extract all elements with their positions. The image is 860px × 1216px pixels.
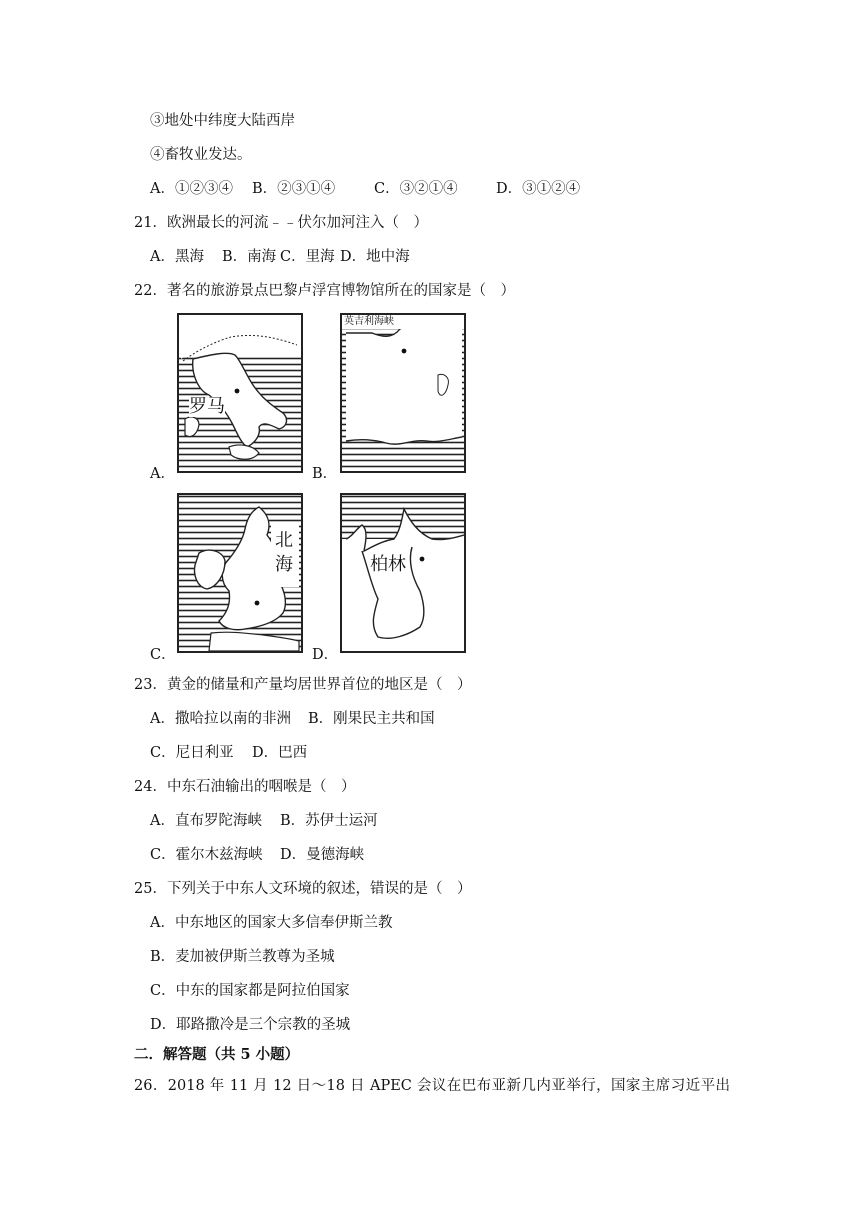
section-2-heading: 二．解答题（共 5 小题） xyxy=(134,1046,300,1063)
statement-4: ④畜牧业发达。 xyxy=(150,147,252,163)
q21-option-a[interactable]: A．黑海 xyxy=(150,249,204,265)
q24-option-c[interactable]: C．霍尔木兹海峡 xyxy=(150,847,263,863)
map-c-britain[interactable] xyxy=(177,493,303,653)
question-21-stem: 21．欧洲最长的河流﹣﹣伏尔加河注入（ ） xyxy=(134,215,428,231)
q23-option-d[interactable]: D．巴西 xyxy=(252,745,308,761)
q23-option-b[interactable]: B．刚果民主共和国 xyxy=(308,711,435,727)
question-23-stem: 23．黄金的储量和产量均居世界首位的地区是（ ） xyxy=(134,677,472,693)
question-25-stem: 25．下列关于中东人文环境的叙述，错误的是（ ） xyxy=(134,881,472,897)
q23-option-c[interactable]: C．尼日利亚 xyxy=(150,745,234,761)
map-d-city-label: 柏林 xyxy=(370,554,406,575)
q25-option-b[interactable]: B．麦加被伊斯兰教尊为圣城 xyxy=(150,949,335,965)
map-c-sea-label-1: 北 xyxy=(275,530,293,551)
question-26-stem: 26．2018 年 11 月 12 日～18 日 APEC 会议在巴布亚新几内亚举行，国家主席习近平出 xyxy=(134,1078,730,1094)
map-c-sea-label-2: 海 xyxy=(275,554,293,575)
option-b[interactable]: B．②③①④ xyxy=(252,181,336,197)
q24-option-b[interactable]: B．苏伊士运河 xyxy=(280,813,378,829)
q24-option-d[interactable]: D．曼德海峡 xyxy=(280,847,365,863)
q21-option-d[interactable]: D．地中海 xyxy=(340,249,410,265)
q22-option-c[interactable]: C． xyxy=(150,647,176,663)
q22-option-a[interactable]: A． xyxy=(150,466,175,482)
option-d[interactable]: D．③①②④ xyxy=(496,181,581,197)
q22-option-d[interactable]: D． xyxy=(312,647,339,663)
statement-3: ③地处中纬度大陆西岸 xyxy=(150,113,295,129)
option-a[interactable]: A．①②③④ xyxy=(150,181,233,197)
map-d-germany[interactable] xyxy=(340,493,466,653)
q25-option-d[interactable]: D．耶路撒冷是三个宗教的圣城 xyxy=(150,1017,351,1033)
q24-option-a[interactable]: A．直布罗陀海峡 xyxy=(150,813,262,829)
q23-option-a[interactable]: A．撒哈拉以南的非洲 xyxy=(150,711,291,727)
map-b-france[interactable] xyxy=(340,313,466,473)
q25-option-a[interactable]: A．中东地区的国家大多信奉伊斯兰教 xyxy=(150,915,393,931)
map-b-strait-label: 英吉利海峡 xyxy=(344,316,394,327)
map-a-italy[interactable] xyxy=(177,313,303,473)
q21-option-c[interactable]: C．里海 xyxy=(280,249,335,265)
option-c[interactable]: C．③②①④ xyxy=(374,181,458,197)
q25-option-c[interactable]: C．中东的国家都是阿拉伯国家 xyxy=(150,983,350,999)
map-a-city-label: 罗马 xyxy=(189,396,225,417)
q21-option-b[interactable]: B．南海 xyxy=(222,249,277,265)
q22-option-b[interactable]: B． xyxy=(312,466,338,482)
question-24-stem: 24．中东石油输出的咽喉是（ ） xyxy=(134,779,356,795)
question-22-stem: 22．著名的旅游景点巴黎卢浮宫博物馆所在的国家是（ ） xyxy=(134,283,515,299)
